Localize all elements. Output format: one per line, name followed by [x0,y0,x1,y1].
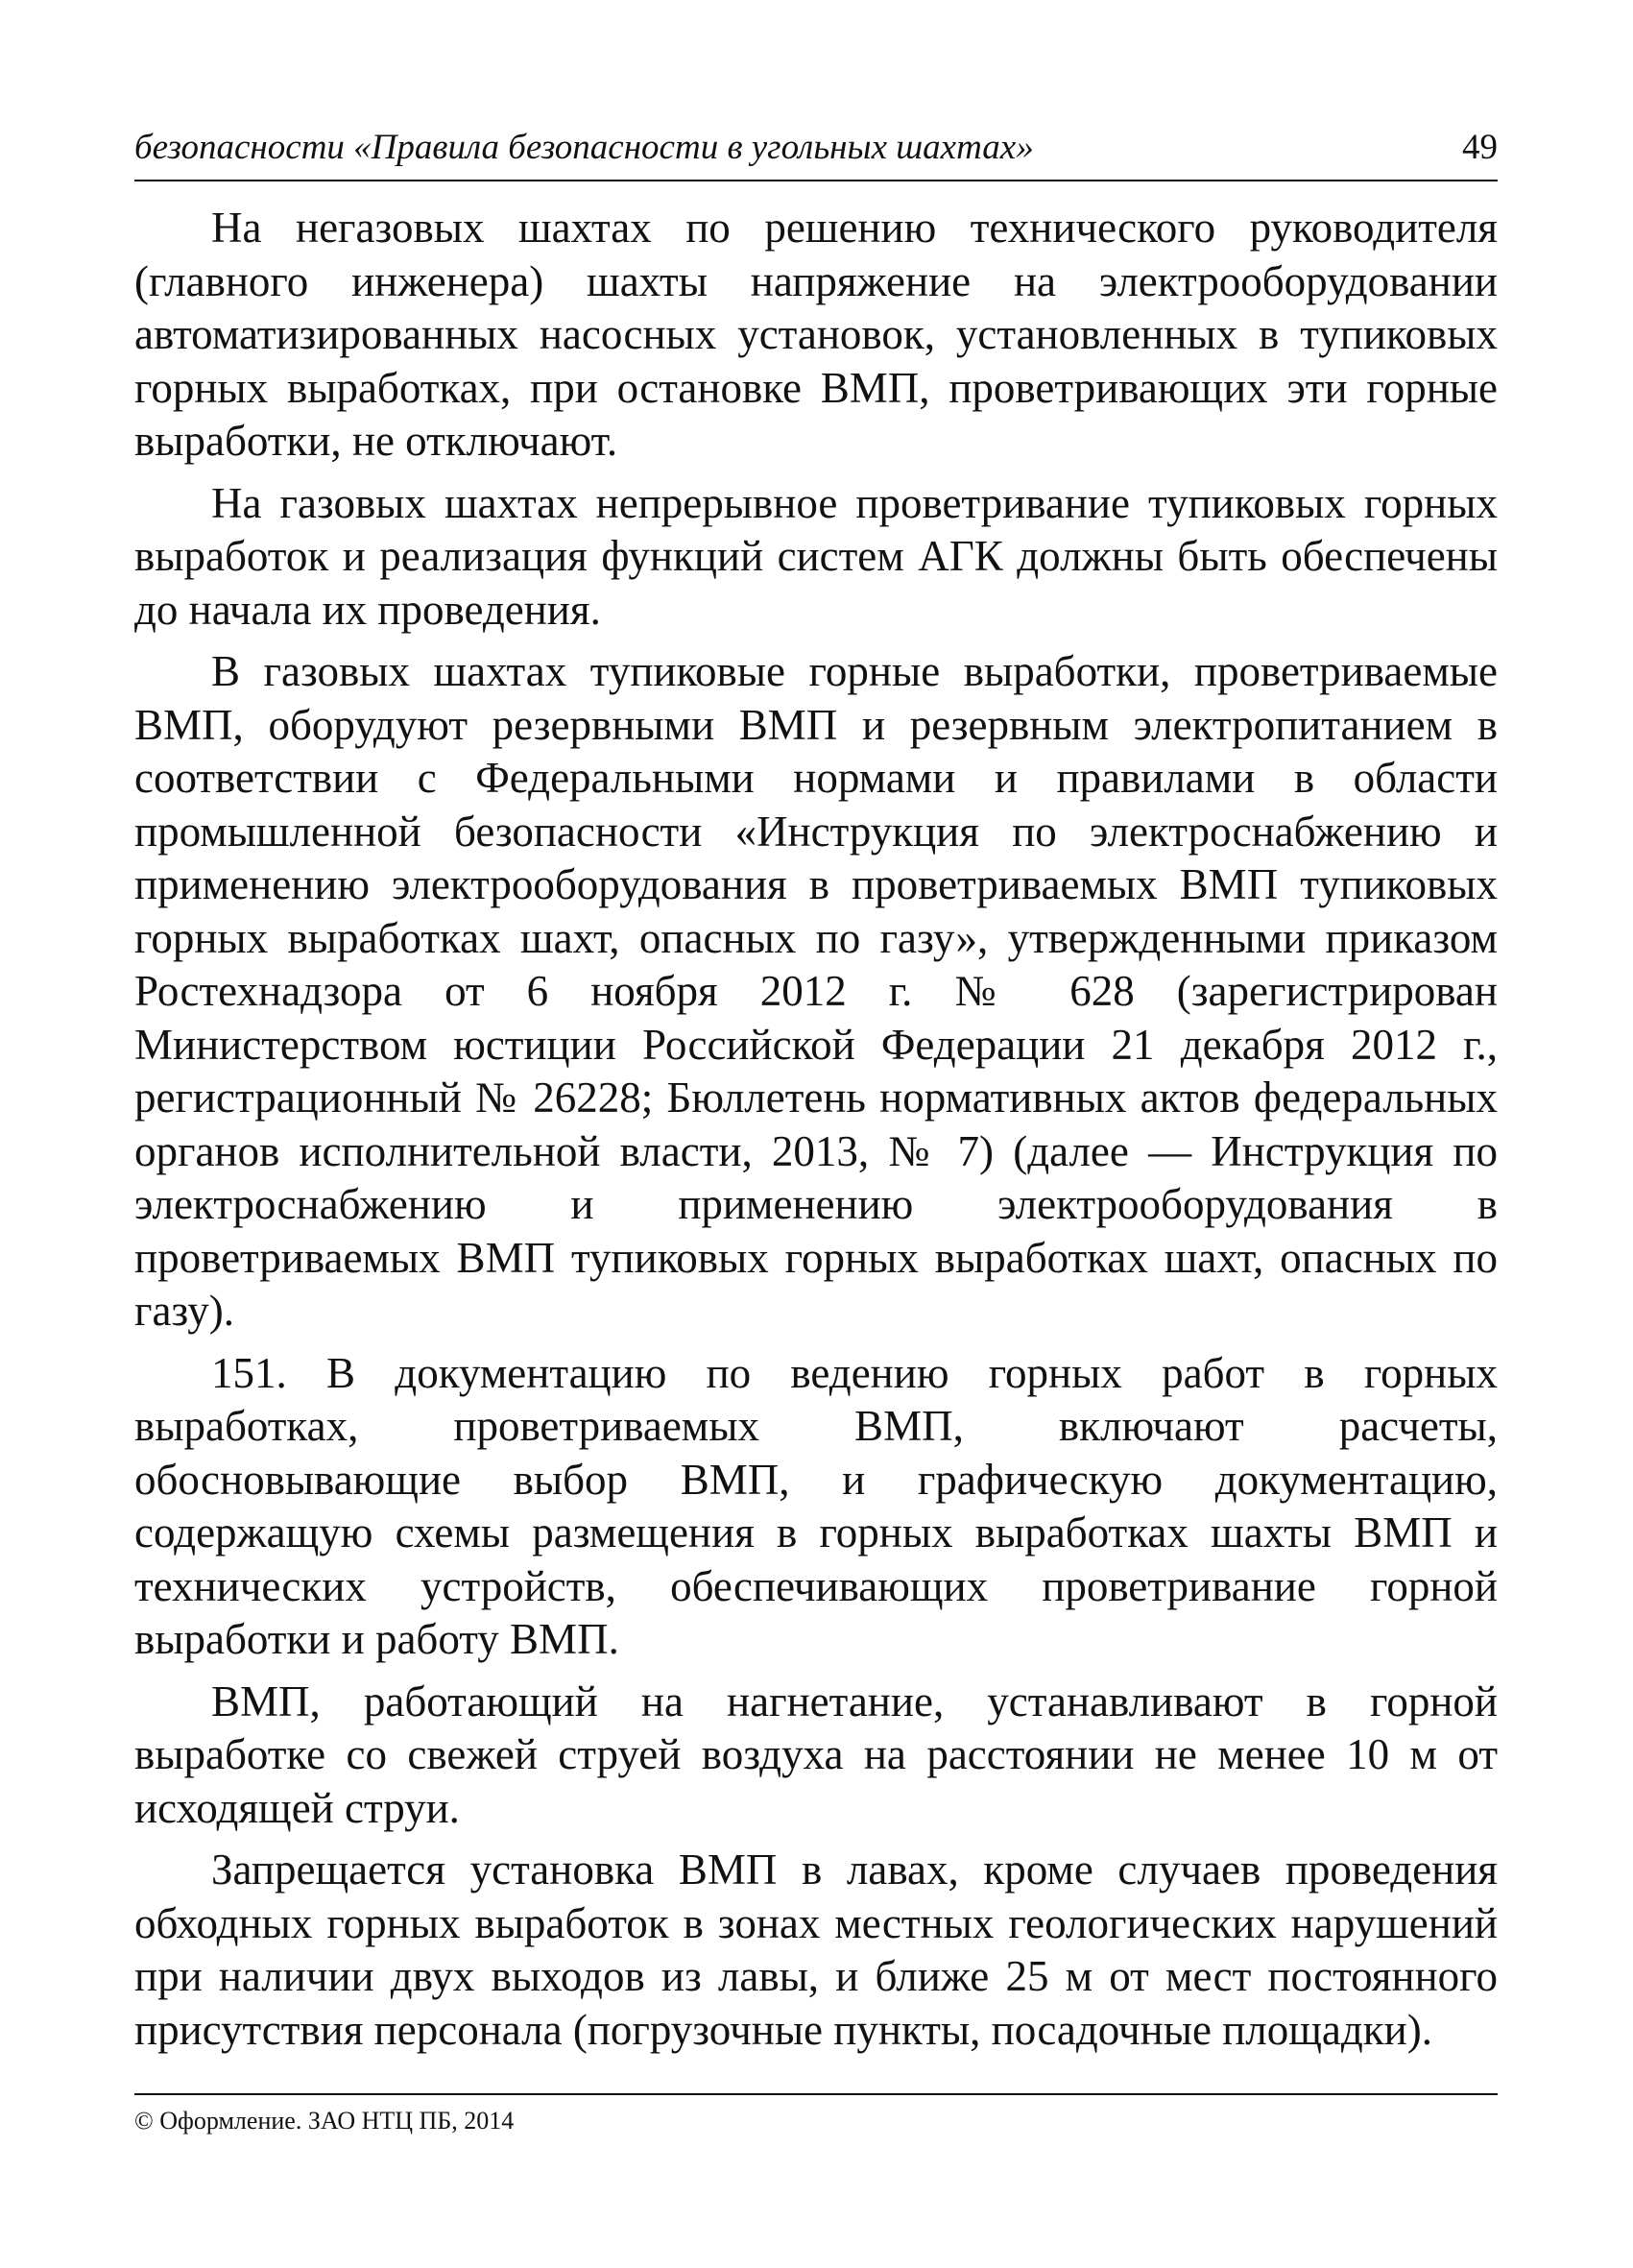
footer-divider [134,2093,1498,2095]
paragraph-backup-power: В газовых шахтах тупиковые горные выработки, проветриваемые ВМП, оборудуют резервными ВМП и резервным электропитанием в соответствии с Федеральными нормами и правилами в области промышленной безопасности «Инструкция по электроснабжению и применению электрооборудования в проветриваемых ВМП тупиковых горных выработках шахт, опасных по газу», утвержденными приказом Ростехнадзора от 6 ноября 2012 г. № 628 (зарегистрирован Министерством юстиции Российской Федерации 21 декабря 2012 г., регистрационный № 26228; Бюллетень нормативных актов федеральных органов исполнительной власти, 2013, № 7) (далее — Инструкция по электроснабжению и применению электрооборудования в проветриваемых ВМП тупиковых горных выработках шахт, опасных по газу). [134,647,1498,1335]
paragraph-non-gas-mines: На негазовых шахтах по решению технического руководителя (главного инженера) шахты напряжение на электрооборудовании автоматизированных насосных установок, установленных в тупиковых горных выработках, при остановке ВМП, проветривающих эти горные выработки, не отключают. [134,204,1498,465]
paragraph-gas-mines-ventilation: На газовых шахтах непрерывное проветривание тупиковых горных выработок и реализация функций систем АГК должны быть обеспечены до начала их проведения. [134,478,1498,634]
header-title: безопасности «Правила безопасности в угольных шахтах» [134,128,1034,167]
document-body [134,202,1498,2065]
paragraph-fan-placement: ВМП, работающий на нагнетание, устанавливают в горной выработке со свежей струей воздуха на расстоянии не менее 10 м от исходящей струи. [134,1677,1498,1832]
page-header [134,127,1498,179]
page-number: 49 [1462,128,1498,167]
copyright-footer: © Оформление. ЗАО НТЦ ПБ, 2014 [134,2107,515,2135]
paragraph-installation-restriction: Запрещается установка ВМП в лавах, кроме случаев проведения обходных горных выработок в зонах местных геологических нарушений при наличии двух выходов из лавы, и ближе 25 м от мест постоянного присутствия персонала (погрузочные пункты, посадочные площадки). [134,1846,1498,2054]
paragraph-section-151: 151. В документацию по ведению горных работ в горных выработках, проветриваемых ВМП, включают расчеты, обосновывающие выбор ВМП, и графическую документацию, содержащую схемы размещения в горных выработках шахты ВМП и технических устройств, обеспечивающих проветривание горной выработки и работу ВМП. [134,1348,1498,1663]
header-divider [134,180,1498,181]
